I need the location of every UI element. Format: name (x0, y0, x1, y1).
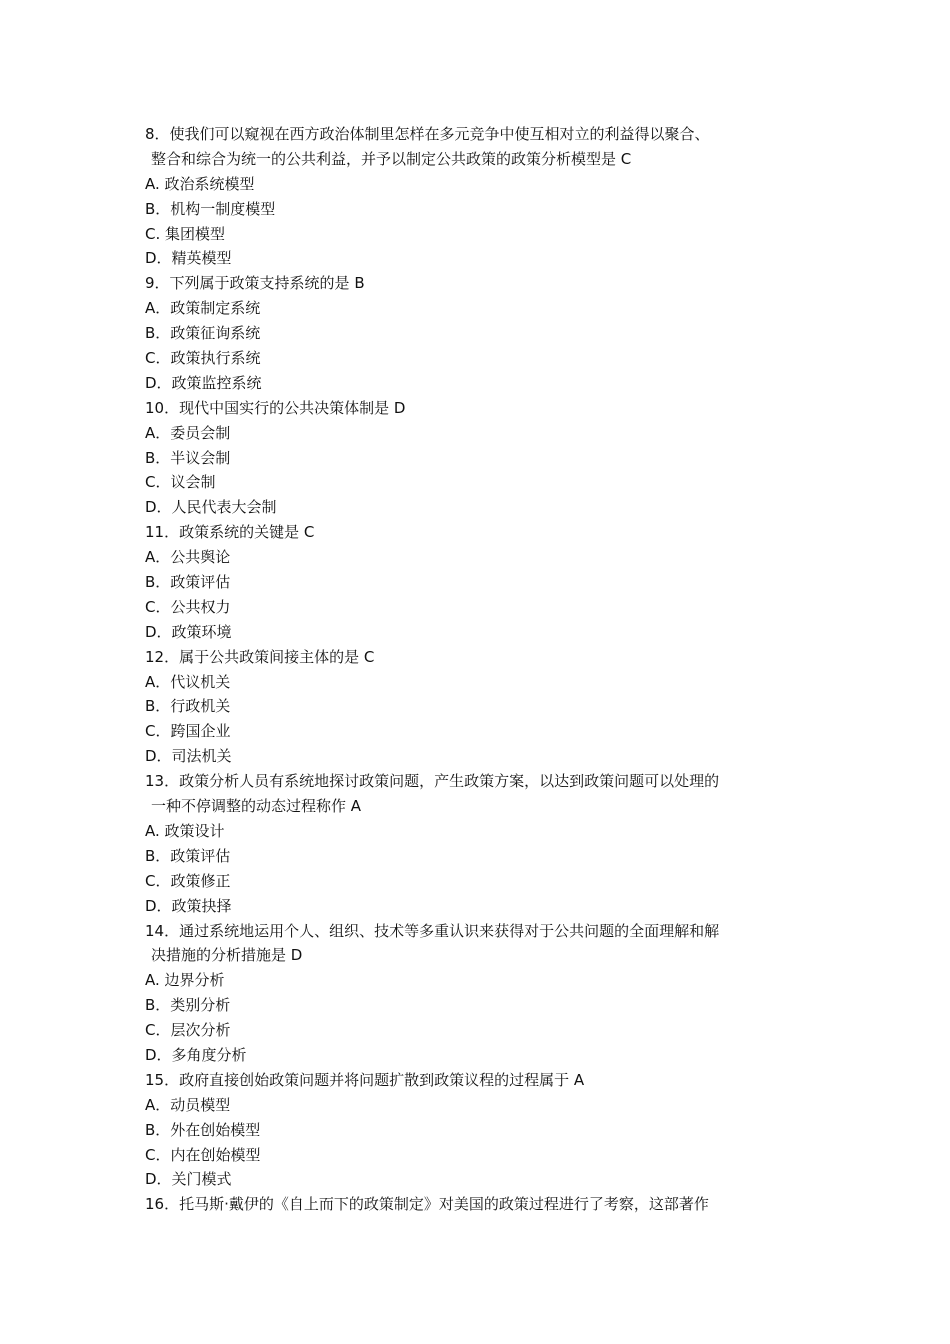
text-line: A. 政治系统模型 (145, 174, 255, 193)
text-line: D．政策抉择 (145, 896, 232, 915)
text-line: C．内在创始模型 (145, 1145, 261, 1164)
text-line: B．政策征询系统 (145, 324, 261, 343)
question-continuation-line: 一种不停调整的动态过程称作 A (151, 797, 362, 816)
text-line: 12．属于公共政策间接主体的是 C (145, 647, 375, 666)
text-line: A．代议机关 (145, 672, 231, 691)
text-line: B．政策评估 (145, 573, 231, 592)
text-line: D．政策环境 (145, 622, 232, 641)
text-line: A．公共舆论 (145, 548, 231, 567)
text-line: B．类别分析 (145, 996, 231, 1015)
text-line: B．行政机关 (145, 697, 231, 716)
document-body (145, 122, 795, 1217)
text-line: A. 政策设计 (145, 821, 225, 840)
text-line: C．政策修正 (145, 871, 231, 890)
text-line: C．政策执行系统 (145, 349, 261, 368)
text-line: B．外在创始模型 (145, 1120, 261, 1139)
text-line: 13．政策分析人员有系统地探讨政策问题，产生政策方案，以达到政策问题可以处理的 (145, 772, 720, 791)
text-line: B．半议会制 (145, 448, 231, 467)
text-line: A．委员会制 (145, 423, 231, 442)
question-continuation-line: 决措施的分析措施是 D (151, 946, 303, 965)
question-continuation-line: 整合和综合为统一的公共利益，并予以制定公共政策的政策分析模型是 C (151, 149, 632, 168)
text-line: D．政策监控系统 (145, 373, 262, 392)
text-line: B．机构一制度模型 (145, 199, 276, 218)
text-line: C. 集团模型 (145, 224, 226, 243)
text-line: A. 边界分析 (145, 971, 225, 990)
text-line: A．动员模型 (145, 1095, 231, 1114)
text-line: 10．现代中国实行的公共决策体制是 D (145, 398, 406, 417)
text-line: A．政策制定系统 (145, 299, 261, 318)
text-line: C．跨国企业 (145, 722, 231, 741)
text-line: D．司法机关 (145, 747, 232, 766)
text-line: 14．通过系统地运用个人、组织、技术等多重认识来获得对于公共问题的全面理解和解 (145, 921, 720, 940)
text-line: 9．下列属于政策支持系统的是 B (145, 274, 365, 293)
text-line: C．议会制 (145, 473, 216, 492)
text-line: D．精英模型 (145, 249, 232, 268)
text-line: C．公共权力 (145, 597, 231, 616)
text-line: C．层次分析 (145, 1021, 231, 1040)
text-line: D．多角度分析 (145, 1045, 247, 1064)
text-line: 11．政策系统的关键是 C (145, 523, 315, 542)
text-line: B．政策评估 (145, 846, 231, 865)
text-line: 16．托马斯·戴伊的《自上而下的政策制定》对美国的政策过程进行了考察，这部著作 (145, 1195, 709, 1214)
text-line: D．人民代表大会制 (145, 498, 277, 517)
text-line: 8．使我们可以窥视在西方政治体制里怎样在多元竞争中使互相对立的利益得以聚合、 (145, 125, 710, 143)
text-line: D．关门模式 (145, 1170, 232, 1189)
text-line: 15．政府直接创始政策问题并将问题扩散到政策议程的过程属于 A (145, 1070, 585, 1089)
